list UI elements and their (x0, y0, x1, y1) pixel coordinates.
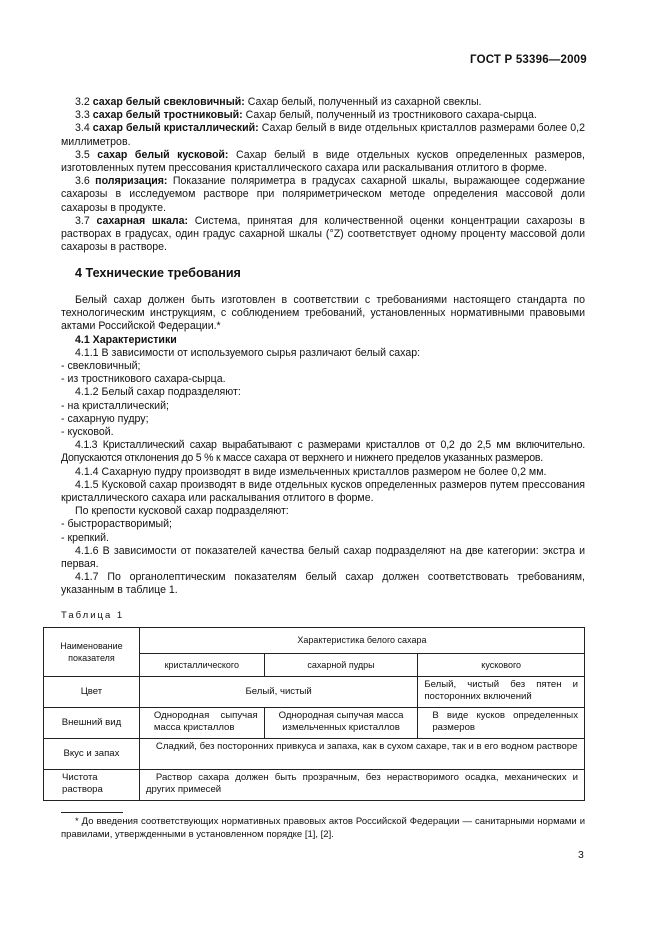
table-row (44, 770, 585, 801)
cell-taste: Сладкий, без посторонних привкуса и запаха, как в сухом сахаре, так и в его водном растворе (139, 739, 584, 770)
paragraph-4-1-7: 4.1.7 По органолептическим показателям белый сахар должен соответствовать требованиям, указанным в таблице 1. (61, 571, 585, 597)
table-row (44, 739, 585, 770)
list-item: - свекловичный; (61, 360, 141, 373)
table-header-row (44, 628, 585, 654)
paragraph-4-1-5-strength: По крепости кусковой сахар подразделяют: (75, 505, 289, 518)
definitions-block (61, 96, 585, 254)
cell-appearance-powder: Однородная сыпучая масса измельченных кристаллов (264, 708, 418, 739)
table-row (44, 677, 585, 708)
table-1 (43, 627, 585, 801)
paragraph-4-1-4: 4.1.4 Сахарную пудру производят в виде измельченных кристаллов размером не более 0,2 мм. (75, 465, 547, 478)
cell-appearance-lump: В виде кусков определенных размеров (418, 708, 585, 739)
section-4-body (61, 294, 585, 598)
cell-appearance-crystalline: Однородная сыпучая масса кристаллов (139, 708, 264, 739)
paragraph-4-1-3: 4.1.3 Кристаллический сахар вырабатывают с размерами кристаллов от 0,2 до 2,5 мм включительно. Допускаются отклонения до 5 % к массе сахара от верхнего и нижнего пределов указанных размеров. (61, 439, 585, 465)
header-lump: кускового (418, 653, 585, 676)
footnote: * До введения соответствующих нормативных правовых актов Российской Федерации — санитарными нормами и правилами, утвержденными в установленном порядке [1], [2]. (61, 816, 585, 840)
section-4-intro: Белый сахар должен быть изготовлен в соответствии с требованиями настоящего стандарта по технологическим инструкциям, с соблюдением требований, установленных нормативными правовыми актами Российской Федерации.* (61, 294, 585, 333)
list-item: - из тростникового сахара-сырца. (61, 373, 226, 386)
paragraph-4-1-1: 4.1.1 В зависимости от используемого сырья различают белый сахар: (75, 346, 421, 359)
definition-3-4: 3.4 сахар белый кристаллический: Сахар белый в виде отдельных кристаллов размерами более 0,2 миллиметров. (61, 122, 585, 148)
paragraph-4-1-2: 4.1.2 Белый сахар подразделяют: (75, 386, 241, 399)
section-4-heading: 4 Технические требования (75, 266, 241, 280)
cell-color-lump: Белый, чистый без пятен и посторонних включений (418, 677, 585, 708)
definition-3-5: 3.5 сахар белый кусковой: Сахар белый в виде отдельных кусков определенных размеров, изготовленных путем прессования кристаллического сахара или раскалывания отлитого в форме. (61, 148, 585, 175)
list-item: - сахарную пудру; (61, 412, 149, 425)
list-item: - быстрорастворимый; (61, 518, 172, 531)
header-indicator-name: Наименование показателя (44, 628, 140, 677)
list-item: - на кристаллический; (61, 399, 169, 412)
row-name-purity: Чистота раствора (44, 770, 140, 801)
subsection-4-1-heading: 4.1 Характеристики (75, 333, 177, 346)
definition-3-6: 3.6 поляризация: Показание поляриметра в градусах сахарной шкалы, выражающее содержание сахарозы в исследуемом растворе при поляриметрическом методе определения массовой доли сахарозы в продукте. (61, 175, 585, 214)
paragraph-4-1-6: 4.1.6 В зависимости от показателей качества белый сахар подразделяют на две категории: экстра и первая. (61, 544, 585, 571)
standard-code: ГОСТ Р 53396—2009 (470, 54, 587, 66)
row-name-taste: Вкус и запах (44, 739, 140, 770)
row-name-appearance: Внешний вид (44, 708, 140, 739)
list-item: - кусковой. (61, 426, 114, 439)
header-crystalline: кристаллического (139, 653, 264, 676)
page-number: 3 (578, 849, 584, 861)
definition-3-7: 3.7 сахарная шкала: Система, принятая для количественной оценки концентрации сахарозы в растворах в градусах, один градус сахарной шкалы (°Z) соответствует одному проценту массовой доли сахарозы в растворе. (61, 214, 585, 254)
cell-purity: Раствор сахара должен быть прозрачным, без нерастворимого осадка, механических и других примесей (139, 770, 584, 801)
header-powder: сахарной пудры (264, 653, 418, 676)
header-characteristic: Характеристика белого сахара (139, 628, 584, 654)
definition-3-2: 3.2 сахар белый свекловичный: Сахар белый, полученный из сахарной свеклы. (75, 96, 482, 108)
row-name-color: Цвет (44, 677, 140, 708)
list-item: - крепкий. (61, 531, 110, 544)
paragraph-4-1-5: 4.1.5 Кусковой сахар производят в виде отдельных кусков определенных размеров путем прессования кристаллического сахара или раскалывания отлитого в форме. (61, 478, 585, 505)
table-caption: Таблица 1 (61, 610, 125, 621)
footnote-divider (61, 812, 123, 813)
table-row (44, 708, 585, 739)
cell-color-crystalline-powder: Белый, чистый (139, 677, 417, 708)
definition-3-3: 3.3 сахар белый тростниковый: Сахар белый, полученный из тростникового сахара-сырца. (75, 109, 537, 122)
